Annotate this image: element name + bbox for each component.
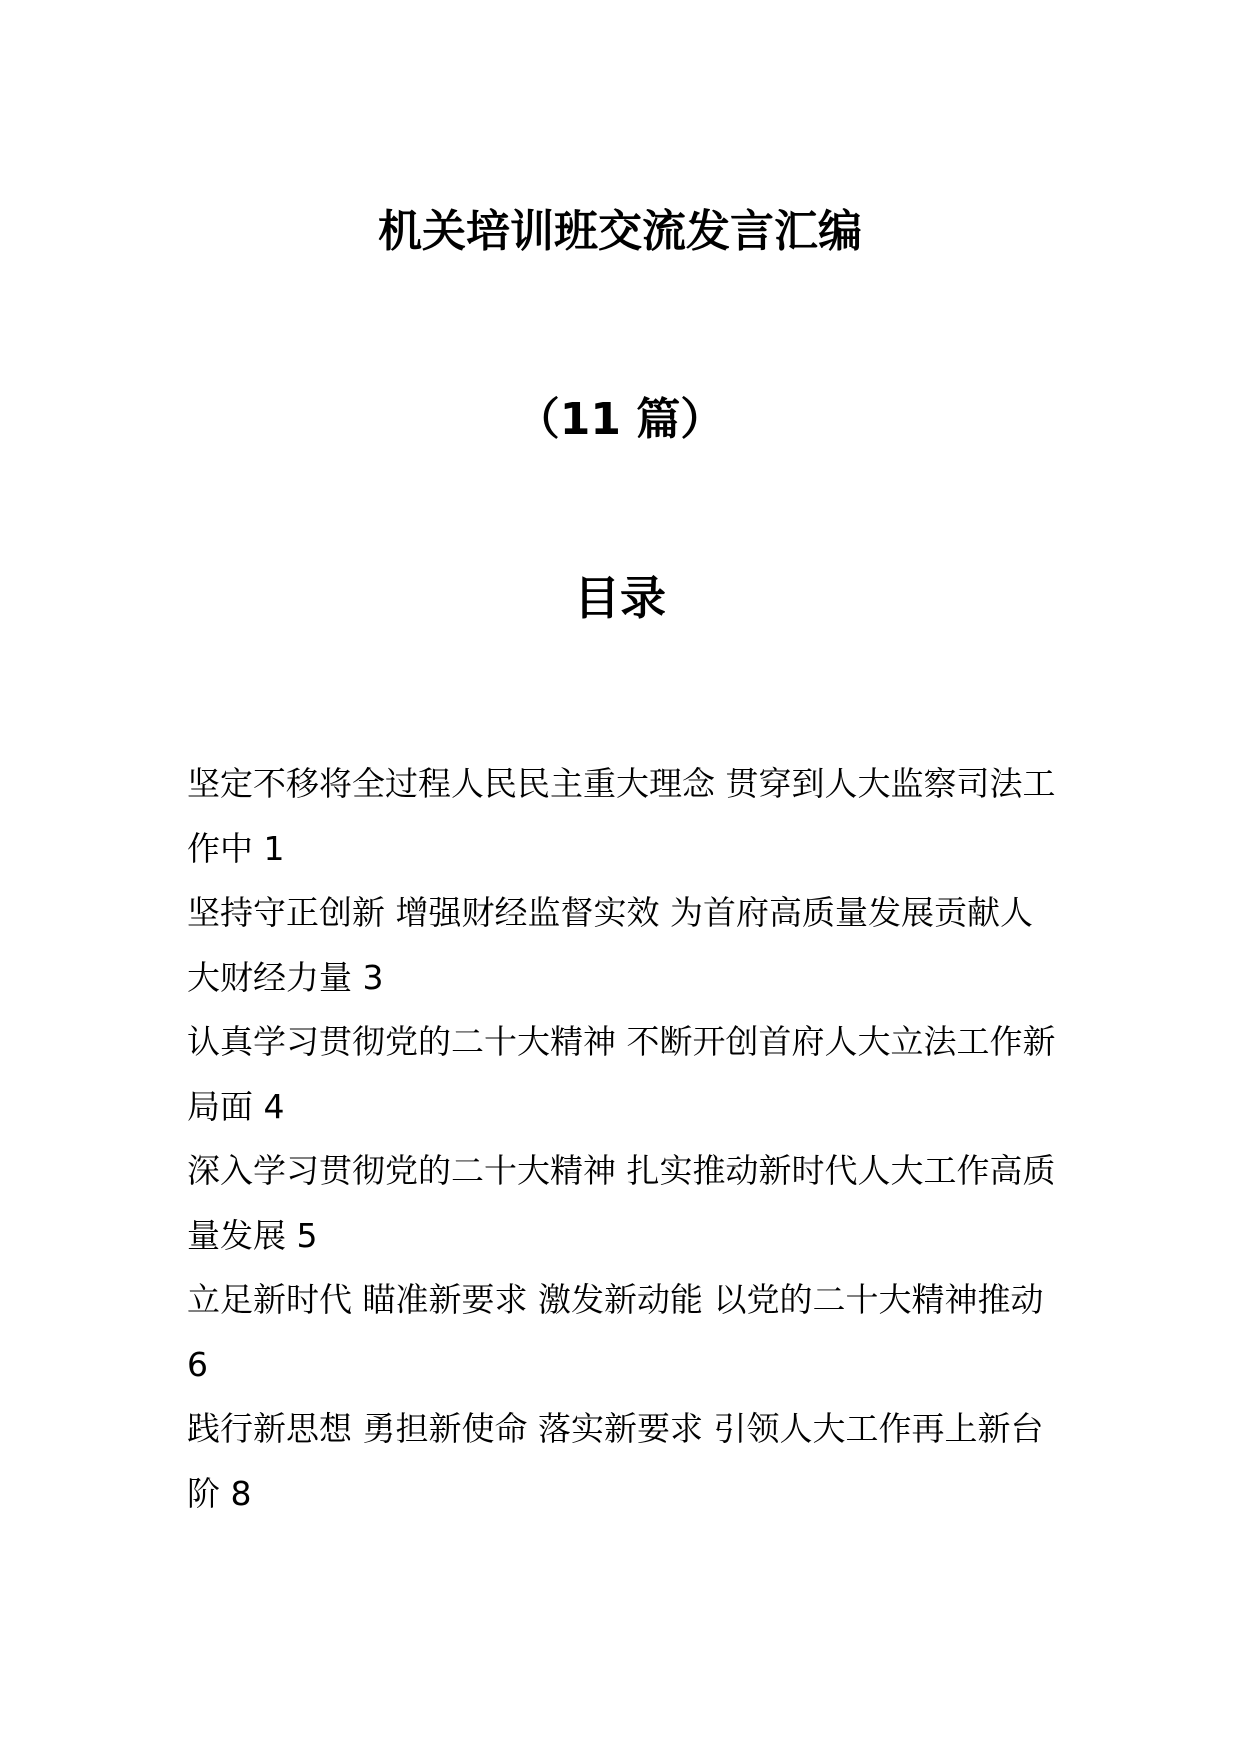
toc-entry: 践行新思想 勇担新使命 落实新要求 引领人大工作再上新台阶 8	[187, 1409, 1044, 1513]
toc-entry: 坚持守正创新 增强财经监督实效 为首府高质量发展贡献人大财经力量 3	[187, 893, 1033, 997]
document-title: 机关培训班交流发言汇编	[378, 206, 862, 257]
toc-entry: 深入学习贯彻党的二十大精神 扎实推动新时代人大工作高质量发展 5	[187, 1151, 1056, 1255]
article-count: （11 篇）	[515, 394, 725, 445]
toc-entry: 立足新时代 瞄准新要求 激发新动能 以党的二十大精神推动 6	[187, 1280, 1044, 1384]
toc-entry: 坚定不移将全过程人民民主重大理念 贯穿到人大监察司法工作中 1	[187, 764, 1056, 868]
toc-heading: 目录	[574, 571, 666, 625]
table-of-contents	[187, 752, 1057, 1526]
toc-entry: 认真学习贯彻党的二十大精神 不断开创首府人大立法工作新局面 4	[187, 1022, 1056, 1126]
